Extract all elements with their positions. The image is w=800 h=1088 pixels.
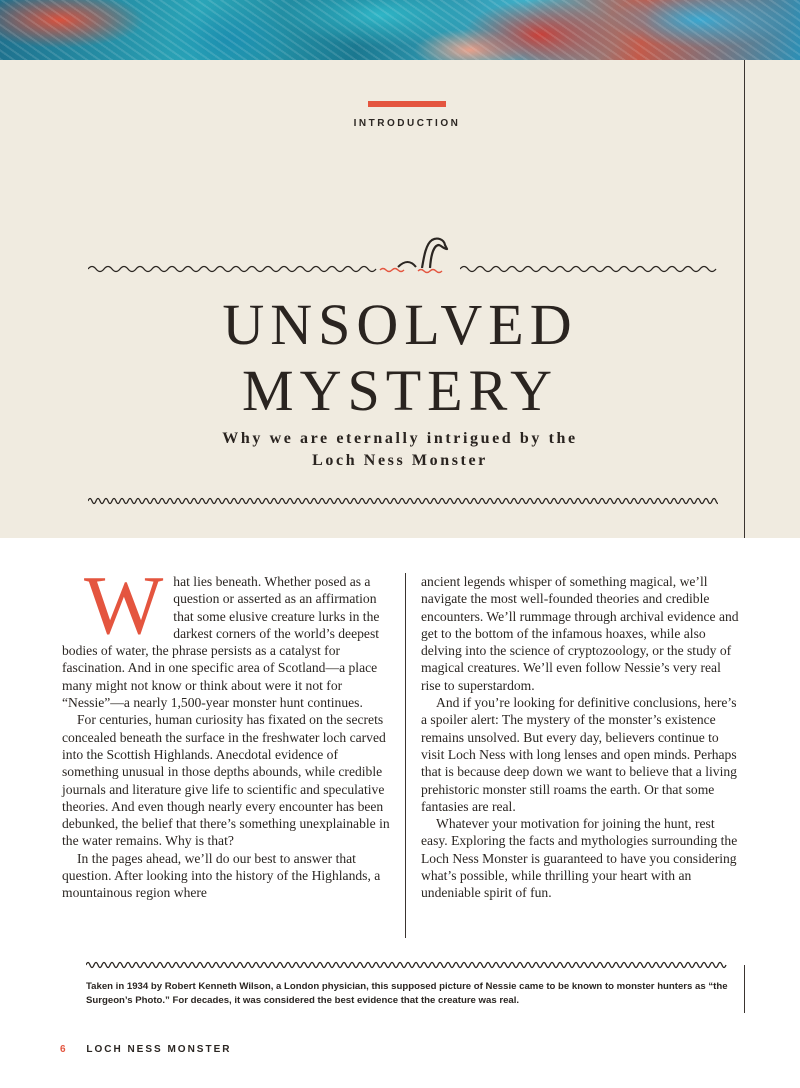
paragraph: Whatever your motivation for joining the hunt, rest easy. Exploring the facts and mythologies surrounding the Loch Ness Monster is guaranteed to have you considering what’s possible, while thrilling your heart with an undeniable spirit of fun. xyxy=(421,816,738,901)
subtitle-line1: Why we are eternally intrigued by the xyxy=(222,430,578,447)
running-title: LOCH NESS MONSTER xyxy=(86,1044,232,1055)
body-column-left xyxy=(62,559,397,902)
wave-divider-left xyxy=(88,262,378,276)
paragraph: And if you’re looking for definitive conclusions, here’s a spoiler alert: The mystery of the monster’s existence remains unsolved. But every day, believers continue to visit Loch Ness with long lenses and open minds. Perhaps that is because deep down we want to believe that a living prehistoric monster still roams the earth. Or that some fantasies are real. xyxy=(421,695,737,814)
column-divider xyxy=(405,573,406,938)
paragraph: In the pages ahead, we’ll do our best to answer that question. After looking into the history of the Highlands, a mountainous region where xyxy=(62,850,381,901)
section-kicker: INTRODUCTION xyxy=(353,118,461,129)
page-title-line2: MYSTERY xyxy=(242,358,558,423)
paragraph: hat lies beneath. Whether posed as a question or asserted as an affirmation that some elusive creature lurks in the darkest corners of the world’s deepest bodies of water, the phrase persists as a catalyst for fascination. And in one specific area of Scotland—a place many might not know or think about were it not for “Nessie”—a nearly 1,500-year monster hunt continues. xyxy=(62,574,380,711)
wave-divider-caption xyxy=(86,958,728,972)
page-footer xyxy=(60,1044,231,1055)
page-number: 6 xyxy=(60,1044,68,1055)
subtitle-line2: Loch Ness Monster xyxy=(312,452,488,469)
right-margin-rule xyxy=(744,60,745,538)
wave-divider-bottom xyxy=(88,494,718,508)
body-column-right xyxy=(421,573,741,902)
caption-margin-rule xyxy=(744,965,745,1013)
wave-divider-right xyxy=(460,262,718,276)
drop-cap: W xyxy=(84,559,164,652)
accent-bar xyxy=(368,101,446,107)
photo-caption: Taken in 1934 by Robert Kenneth Wilson, a London physician, this supposed picture of Nessie came to be known to monster hunters as “the Surgeon’s Photo.” For decades, it was considered the best evidence that the creature was real. xyxy=(86,981,728,1006)
paragraph: ancient legends whisper of something magical, we’ll navigate the most well-founded theories and credible encounters. We’ll rummage through archival evidence and get to the bottom of the infamous hoaxes, while also delving into the science of cryptozoology, or the study of magical creatures. We’ll even follow Nessie’s very real rise to superstardom. xyxy=(421,574,739,693)
paragraph: For centuries, human curiosity has fixated on the secrets concealed beneath the surface in the freshwater loch carved into the Scottish Highlands. Anecdotal evidence of something unusual in those depths abounds, while credible journals and literature give life to scientific and speculative theories. And even though nearly every encounter has been debunked, the belief that there’s something unexplainable in the water remains. Why is that? xyxy=(62,712,390,849)
page-title-line1: UNSOLVED xyxy=(222,292,578,357)
header-photo xyxy=(0,0,800,60)
nessie-icon xyxy=(374,230,456,276)
